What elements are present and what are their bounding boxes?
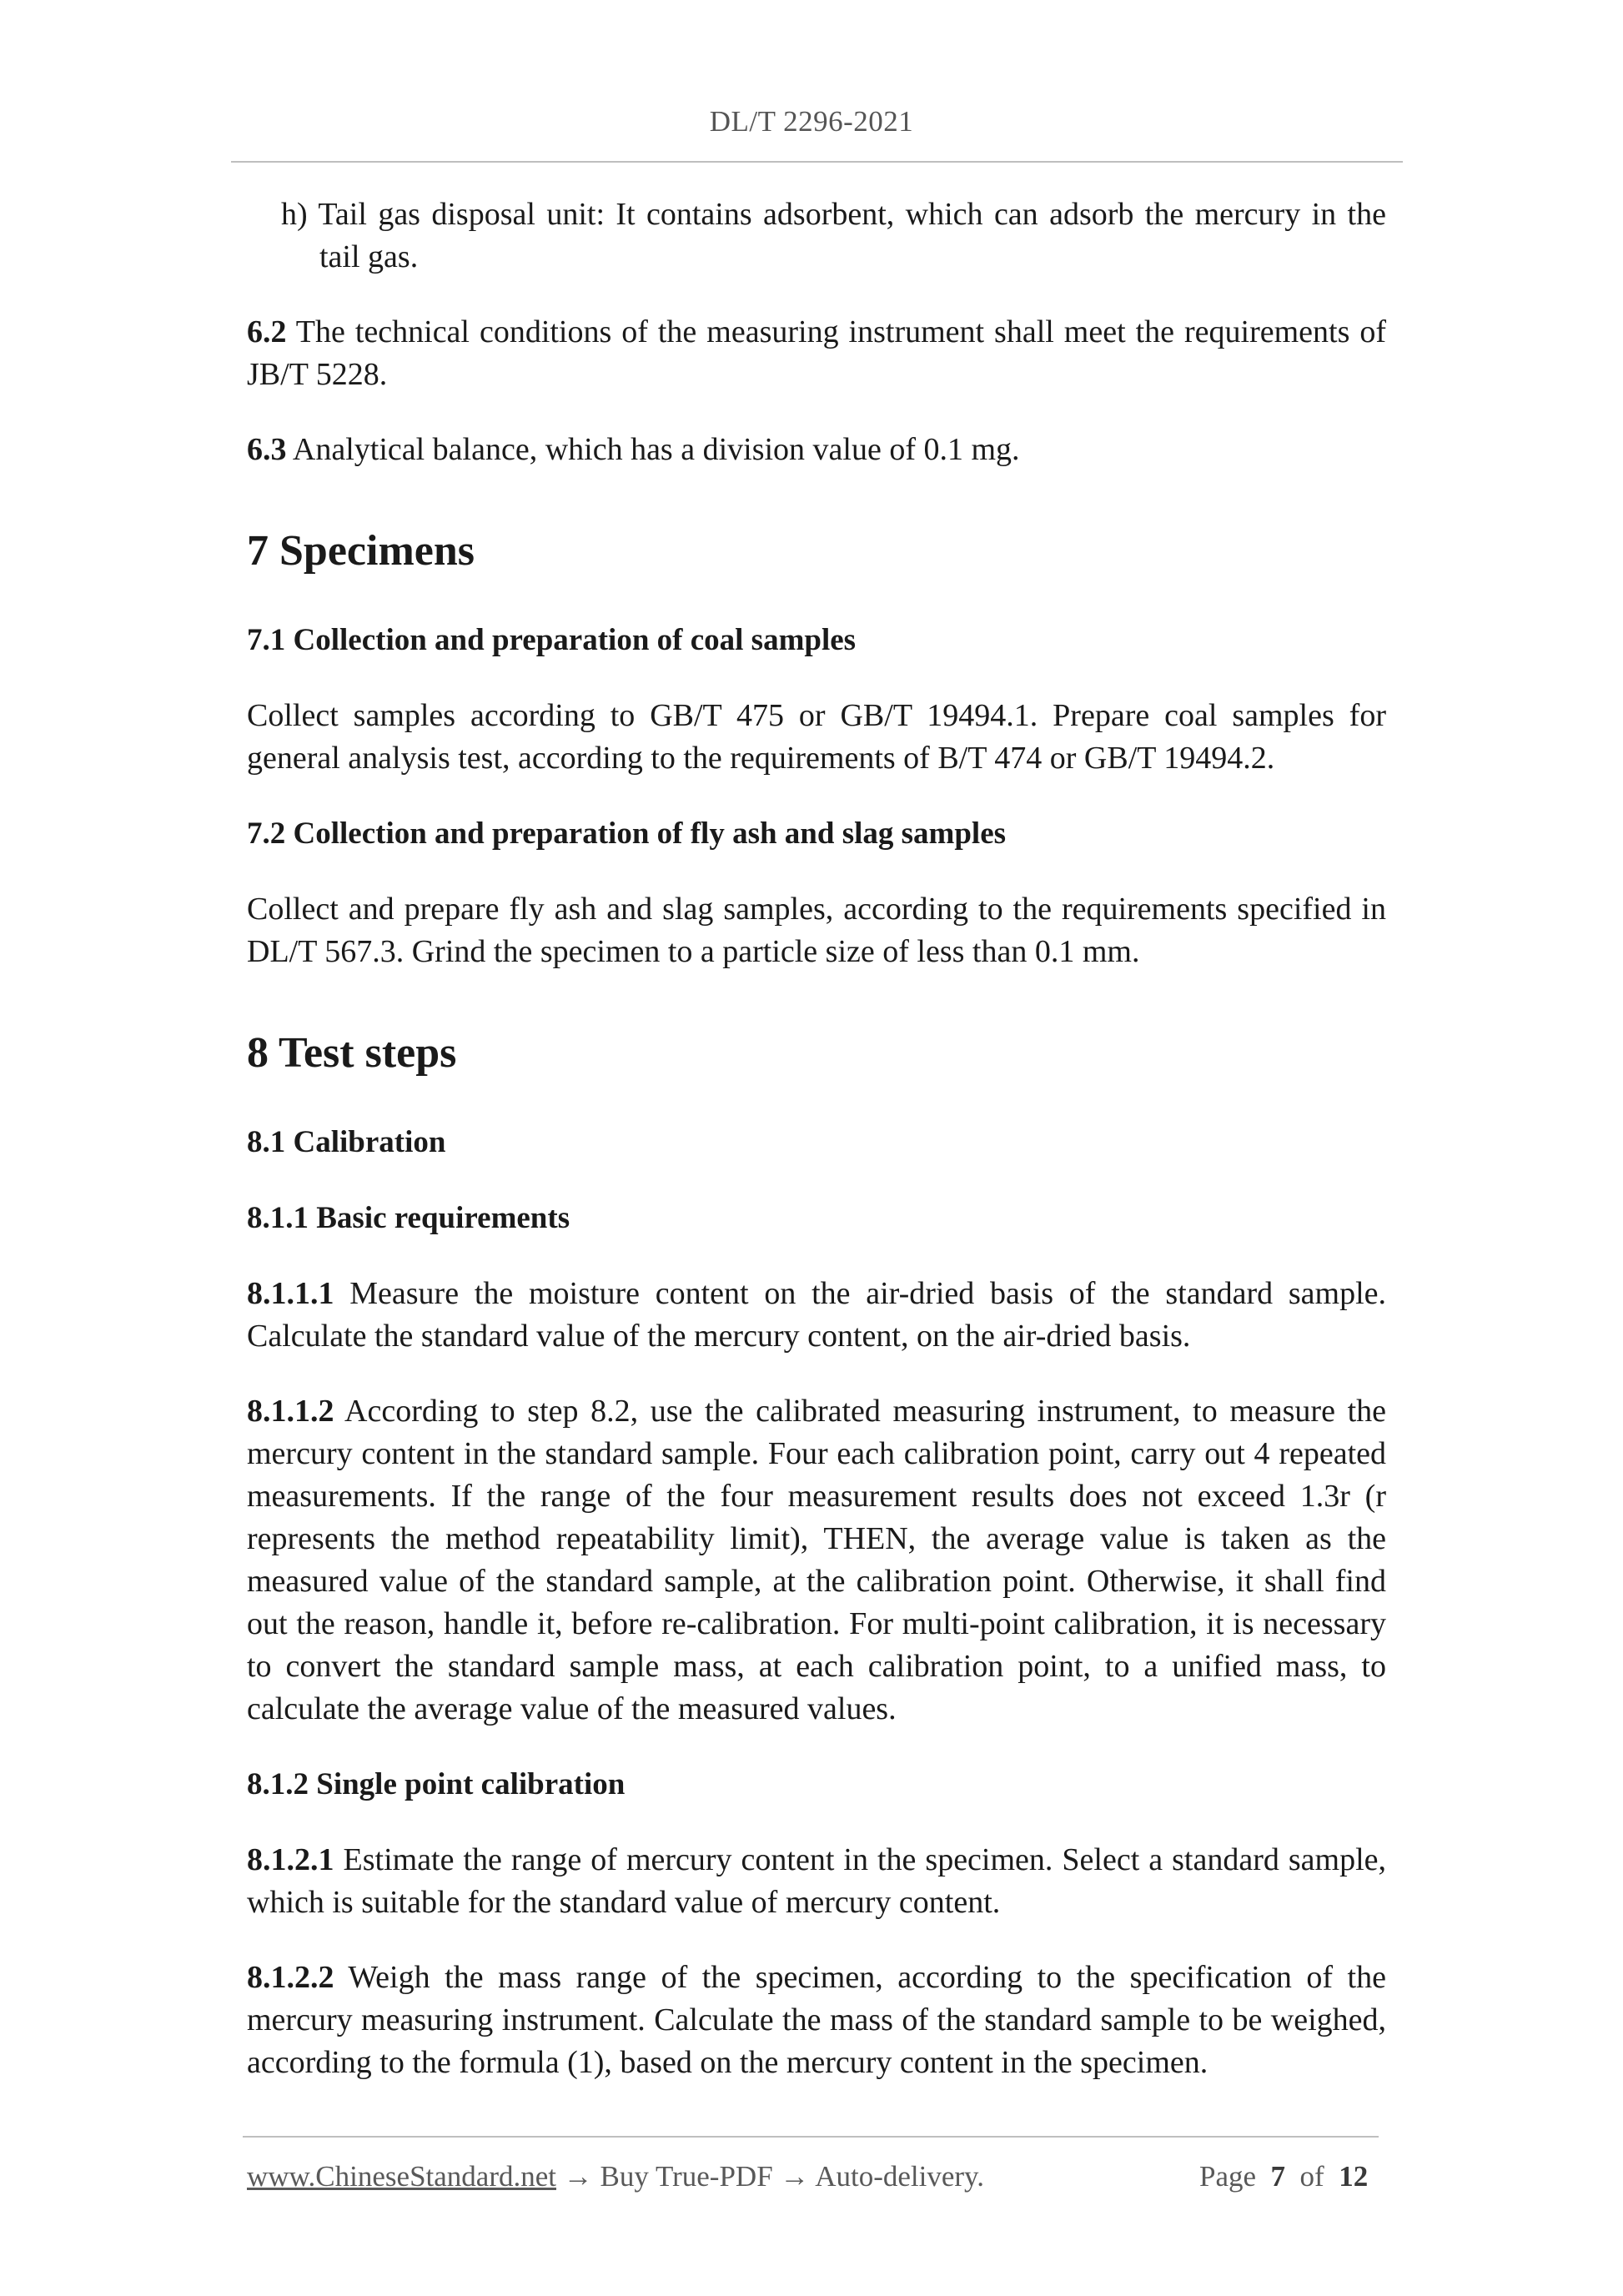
website-link[interactable]: www.ChineseStandard.net [247, 2160, 556, 2193]
page-of-label: of [1299, 2160, 1324, 2193]
page-total: 12 [1339, 2160, 1369, 2193]
subsection-heading-8-1: 8.1 Calibration [247, 1125, 446, 1159]
clause-text: The technical conditions of the measuring instrument shall meet the requirements of JB/T 5228. [247, 314, 1386, 392]
clause-number: 8.1.2.1 [247, 1842, 334, 1877]
page-label: Page [1199, 2160, 1257, 2193]
subsection-heading-8-1-1: 8.1.1 Basic requirements [247, 1201, 570, 1235]
footer-promo [247, 2160, 984, 2193]
page-content [247, 193, 1386, 2117]
clause-6-3 [247, 429, 1386, 471]
clause-text: Estimate the range of mercury content in the specimen. Select a standard sample, which is suitable for the standard value of mercury content. [247, 1842, 1386, 1920]
paragraph-7-1: Collect samples according to GB/T 475 or GB/T 19494.1. Prepare coal samples for general analysis test, according to the requirements of B/T 474 or GB/T 19494.2. [247, 698, 1386, 776]
subsection-heading-7-2: 7.2 Collection and preparation of fly ash and slag samples [247, 816, 1007, 851]
footer-divider [243, 2136, 1379, 2138]
clause-number: 6.2 [247, 314, 287, 349]
clause-number: 8.1.1.1 [247, 1276, 334, 1311]
list-item-text: Tail gas disposal unit: It contains adsorbent, which can adsorb the mercury in the tail gas. [318, 197, 1386, 274]
subsection-heading-7-1: 7.1 Collection and preparation of coal samples [247, 623, 857, 657]
list-item-h [243, 193, 1386, 279]
clause-number: 8.1.2.2 [247, 1960, 334, 1995]
section-heading-7: 7 Specimens [247, 527, 475, 575]
clause-text: Weigh the mass range of the specimen, according to the specification of the mercury measuring instrument. Calculate the mass of the standard sample to be weighed, according to the formula (1), based on the mercury content in the specimen. [247, 1960, 1386, 2080]
page-number [1199, 2160, 1368, 2193]
clause-8-1-1-1 [247, 1273, 1386, 1358]
paragraph-7-2: Collect and prepare fly ash and slag samples, according to the requirements specified in DL/T 567.3. Grind the specimen to a particle size of less than 0.1 mm. [247, 892, 1386, 969]
clause-number: 8.1.1.2 [247, 1394, 334, 1429]
clause-6-2 [247, 311, 1386, 396]
list-item-marker: h) [281, 197, 308, 232]
header-divider [231, 161, 1403, 163]
clause-8-1-2-1 [247, 1839, 1386, 1924]
clause-8-1-2-2 [247, 1957, 1386, 2084]
clause-text: Measure the moisture content on the air-dried basis of the standard sample. Calculate the standard value of the mercury content, on the air-dried basis. [247, 1276, 1386, 1354]
footer-tagline: → Buy True-PDF → Auto-delivery. [556, 2160, 985, 2193]
clause-text: According to step 8.2, use the calibrated measuring instrument, to measure the mercury content in the standard sample. Four each calibration point, carry out 4 repeated measurements. If the range of the four measurement results does not exceed 1.3r (r represents the method repeatability limit), THEN, the average value is taken as the measured value of the standard sample, at the calibration point. Otherwise, it shall find out the reason, handle it, before re-calibration. For multi-point calibration, it is necessary to convert the standard sample mass, at each calibration point, to a unified mass, to calculate the average value of the measured values. [247, 1394, 1387, 1726]
clause-number: 6.3 [247, 432, 287, 467]
section-heading-8: 8 Test steps [247, 1029, 457, 1077]
document-code-header: DL/T 2296-2021 [709, 105, 914, 138]
page-current: 7 [1270, 2160, 1286, 2193]
clause-8-1-1-2 [247, 1390, 1386, 1731]
clause-text: Analytical balance, which has a division value of 0.1 mg. [292, 432, 1020, 467]
subsection-heading-8-1-2: 8.1.2 Single point calibration [247, 1767, 626, 1801]
